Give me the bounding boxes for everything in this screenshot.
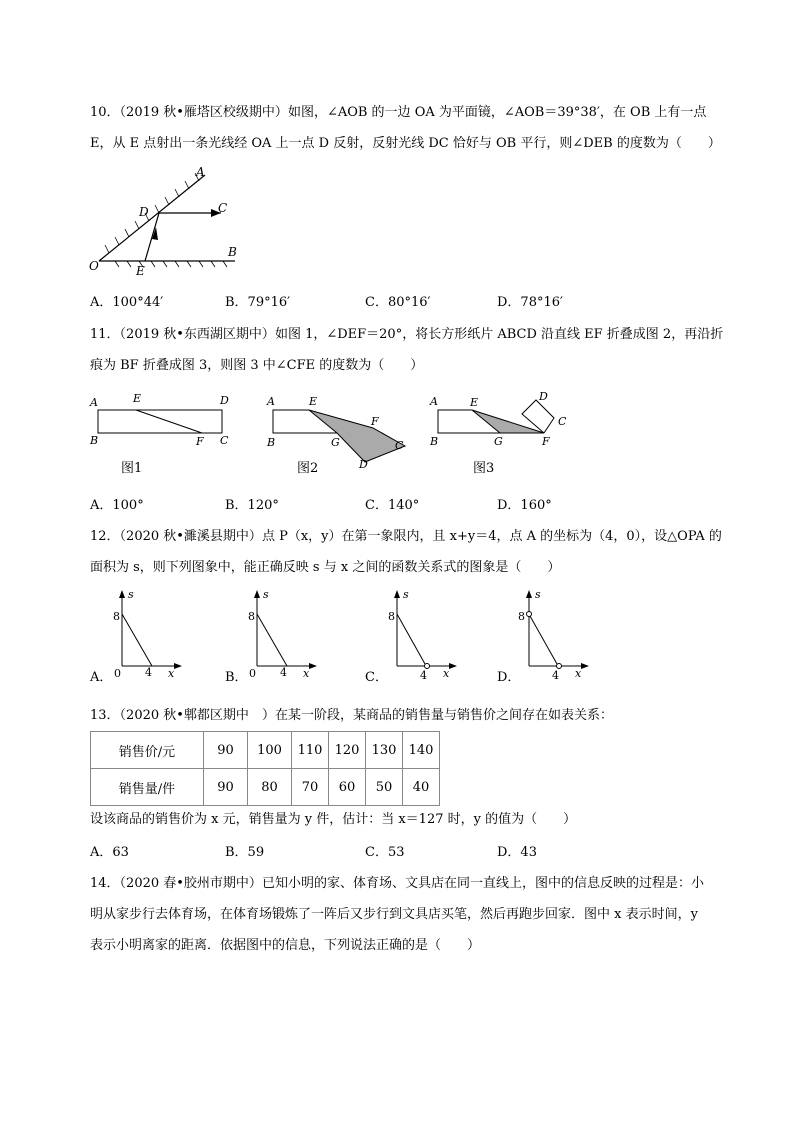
svg-text:0: 0 (249, 667, 256, 680)
svg-text:C: C (220, 434, 229, 447)
svg-text:s: s (403, 588, 409, 601)
question-11 (90, 319, 730, 381)
label-b: B (228, 245, 237, 259)
svg-text:0: 0 (114, 667, 121, 680)
q10-line2: E，从 E 点射出一条光线经 OA 上一点 D 反射，反射光线 DC 恰好与 OB 平行，则∠DEB 的度数为（ ） (90, 136, 721, 151)
q12-graph-c[interactable] (383, 586, 463, 681)
svg-text:s: s (263, 588, 269, 601)
q13-option-b[interactable]: B．59 (225, 845, 265, 860)
q12-option-b-letter[interactable]: B． (225, 670, 248, 685)
svg-text:8: 8 (388, 610, 395, 623)
q10-option-a[interactable]: A．100°44′ (90, 295, 164, 310)
figure-2-caption: 图2 (297, 461, 319, 476)
q12-option-c-letter[interactable]: C． (365, 670, 388, 685)
q12-line1: 12．（2020 秋•濉溪县期中）点 P（x，y）在第一象限内，且 x+y＝4，点 A 的坐标为（4，0），设△OPA 的 (90, 529, 722, 544)
q11-option-a[interactable]: A．100° (90, 498, 144, 513)
q10-option-b[interactable]: B．79°16′ (225, 295, 291, 310)
label-a: A (196, 165, 205, 179)
figure-3-caption: 图3 (473, 461, 495, 476)
svg-text:A: A (267, 395, 275, 408)
svg-text:A: A (430, 395, 438, 408)
svg-text:F: F (371, 415, 379, 428)
q11-option-c[interactable]: C．140° (365, 498, 420, 513)
svg-text:B: B (430, 435, 439, 448)
figure-1-caption: 图1 (121, 461, 143, 476)
q10-option-d[interactable]: D．78°16′ (497, 295, 563, 310)
q13-option-d[interactable]: D．43 (497, 845, 537, 860)
q12-option-d-letter[interactable]: D． (497, 670, 521, 685)
svg-text:x: x (575, 667, 582, 680)
svg-text:s: s (535, 588, 541, 601)
q13-option-a[interactable]: A．63 (90, 845, 129, 860)
svg-text:s: s (128, 588, 134, 601)
table-row: 销售价/元 90 100 110 120 130 140 (91, 732, 440, 769)
q11-line2: 痕为 BF 折叠成图 3，则图 3 中∠CFE 的度数为（ ） (90, 358, 424, 373)
svg-text:x: x (303, 667, 310, 680)
q11-option-d[interactable]: D．160° (497, 498, 552, 513)
q11-line1: 11．（2019 秋•东西湖区期中）如图 1，∠DEF＝20°，将长方形纸片 ABCD 沿直线 EF 折叠成图 2，再沿折 (90, 327, 724, 342)
svg-text:8: 8 (113, 610, 120, 623)
label-o: O (89, 259, 99, 273)
q14-line3: 表示小明离家的距离．依据图中的信息，下列说法正确的是（ ） (90, 938, 481, 953)
row-header-sales: 销售量/件 (91, 769, 204, 806)
label-d: D (139, 205, 149, 219)
svg-text:x: x (443, 667, 450, 680)
svg-text:B: B (90, 434, 99, 447)
svg-text:D: D (359, 458, 368, 471)
svg-text:C: C (395, 439, 404, 452)
svg-text:4: 4 (552, 669, 559, 681)
q12-graph-d[interactable] (515, 586, 595, 681)
svg-text:D: D (220, 394, 229, 407)
svg-text:F: F (196, 435, 204, 448)
label-e: E (136, 264, 145, 278)
svg-text:B: B (267, 436, 276, 449)
svg-text:C: C (558, 415, 567, 428)
svg-text:E: E (470, 396, 479, 409)
svg-text:A: A (90, 396, 98, 409)
q10-line1: 10．（2019 秋•雁塔区校级期中）如图，∠AOB 的一边 OA 为平面镜，∠AOB＝39°38′，在 OB 上有一点 (90, 105, 707, 120)
q14-line1: 14．（2020 春•胶州市期中）已知小明的家、体育场、文具店在同一直线上，图中的信息反映的过程是：小 (90, 876, 704, 891)
q14-line2: 明从家步行去体育场，在体育场锻炼了一阵后又步行到文具店买笔，然后再跑步回家．图中 x 表示时间，y (90, 907, 698, 922)
q13-line1: 13．（2020 秋•郫都区期中 ）在某一阶段，某商品的销售量与销售价之间存在如表关系： (90, 708, 613, 723)
q12-graph-a[interactable] (108, 586, 188, 681)
q11-figure-2 (265, 392, 415, 472)
q11-option-b[interactable]: B．120° (225, 498, 279, 513)
q13-question: 设该商品的销售价为 x 元，销售量为 y 件，估计：当 x＝127 时，y 的值为（ ） (90, 812, 577, 827)
q12-line2: 面积为 s，则下列图象中，能正确反映 s 与 x 之间的函数关系式的图象是（ ） (90, 560, 561, 575)
svg-text:4: 4 (280, 666, 287, 679)
table-row: 销售量/件 90 80 70 60 50 40 (91, 769, 440, 806)
question-12 (90, 521, 730, 583)
price-sales-table (90, 731, 440, 806)
svg-text:4: 4 (145, 666, 152, 679)
q10-option-c[interactable]: C．80°16′ (365, 295, 431, 310)
svg-text:x: x (168, 667, 175, 680)
svg-text:4: 4 (420, 669, 427, 681)
q13-option-c[interactable]: C．53 (365, 845, 405, 860)
q12-option-a-letter[interactable]: A． (90, 670, 113, 685)
q11-figure-1 (88, 388, 238, 450)
svg-text:8: 8 (248, 610, 255, 623)
question-13 (90, 700, 730, 731)
svg-text:F: F (542, 435, 550, 448)
svg-text:8: 8 (518, 610, 525, 623)
question-14 (90, 868, 730, 961)
q10-figure (85, 165, 255, 280)
question-10 (90, 97, 730, 159)
label-c: C (218, 201, 228, 215)
svg-text:E: E (309, 395, 318, 408)
svg-text:D: D (539, 390, 548, 403)
row-header-price: 销售价/元 (91, 732, 204, 769)
svg-text:E: E (133, 392, 142, 405)
q11-figure-3 (428, 388, 578, 450)
svg-text:G: G (494, 435, 503, 448)
q12-graph-b[interactable] (243, 586, 323, 681)
svg-text:G: G (331, 436, 340, 449)
